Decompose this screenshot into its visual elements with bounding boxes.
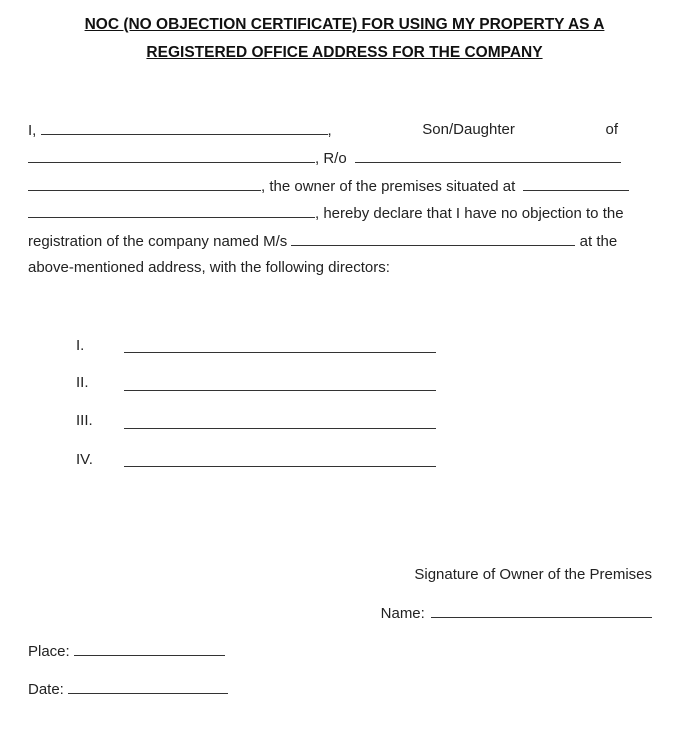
residence-blank bbox=[355, 148, 621, 163]
premises-address-blank bbox=[523, 176, 629, 191]
director-4-blank bbox=[124, 466, 436, 467]
director-label-4: IV. bbox=[76, 451, 93, 468]
company-name-blank bbox=[291, 231, 575, 246]
owner-text: , the owner of the premises situated at bbox=[261, 178, 516, 195]
place-blank bbox=[74, 641, 225, 656]
paragraph-line-4 bbox=[28, 203, 624, 224]
paragraph-line-3 bbox=[28, 176, 629, 197]
paragraph-line-5 bbox=[28, 231, 617, 252]
document-title-line-2: REGISTERED OFFICE ADDRESS FOR THE COMPANY bbox=[146, 44, 543, 61]
director-label-1: I. bbox=[76, 337, 85, 354]
name-label: Name: bbox=[380, 605, 425, 622]
parent-name-blank bbox=[28, 148, 315, 163]
ro-label: , R/o bbox=[315, 150, 347, 167]
registration-text: registration of the company named M/s bbox=[28, 233, 288, 250]
signature-label: Signature of Owner of the Premises bbox=[414, 566, 652, 583]
owner-name-blank bbox=[431, 603, 652, 618]
director-3-blank bbox=[124, 428, 436, 429]
comma-label: , bbox=[327, 122, 332, 139]
paragraph-line-6 bbox=[28, 258, 390, 278]
director-label-2: II. bbox=[76, 374, 89, 391]
date-label: Date: bbox=[28, 681, 64, 698]
document-title-line-1: NOC (NO OBJECTION CERTIFICATE) FOR USING MY PROPERTY AS A bbox=[84, 16, 605, 33]
name-segment bbox=[28, 120, 332, 141]
at-the-label: at the bbox=[579, 233, 618, 250]
date-blank bbox=[68, 679, 228, 694]
date-row bbox=[28, 679, 228, 700]
director-1-blank bbox=[124, 352, 436, 353]
place-row bbox=[28, 641, 225, 662]
director-2-blank bbox=[124, 390, 436, 391]
director-label-3: III. bbox=[76, 412, 93, 429]
above-text: above-mentioned address, with the following directors: bbox=[28, 259, 390, 276]
of-label: of bbox=[605, 121, 618, 138]
son-daughter-label: Son/Daughter bbox=[422, 121, 515, 138]
paragraph-line-1 bbox=[28, 120, 618, 141]
declare-text: , hereby declare that I have no objection to the bbox=[315, 205, 624, 222]
i-label: I, bbox=[28, 122, 37, 139]
applicant-name-blank bbox=[41, 120, 328, 135]
place-label: Place: bbox=[28, 643, 70, 660]
paragraph-line-2 bbox=[28, 148, 621, 169]
name-row bbox=[381, 603, 652, 624]
residence-continued-blank bbox=[28, 176, 261, 191]
premises-address-continued-blank bbox=[28, 203, 315, 218]
